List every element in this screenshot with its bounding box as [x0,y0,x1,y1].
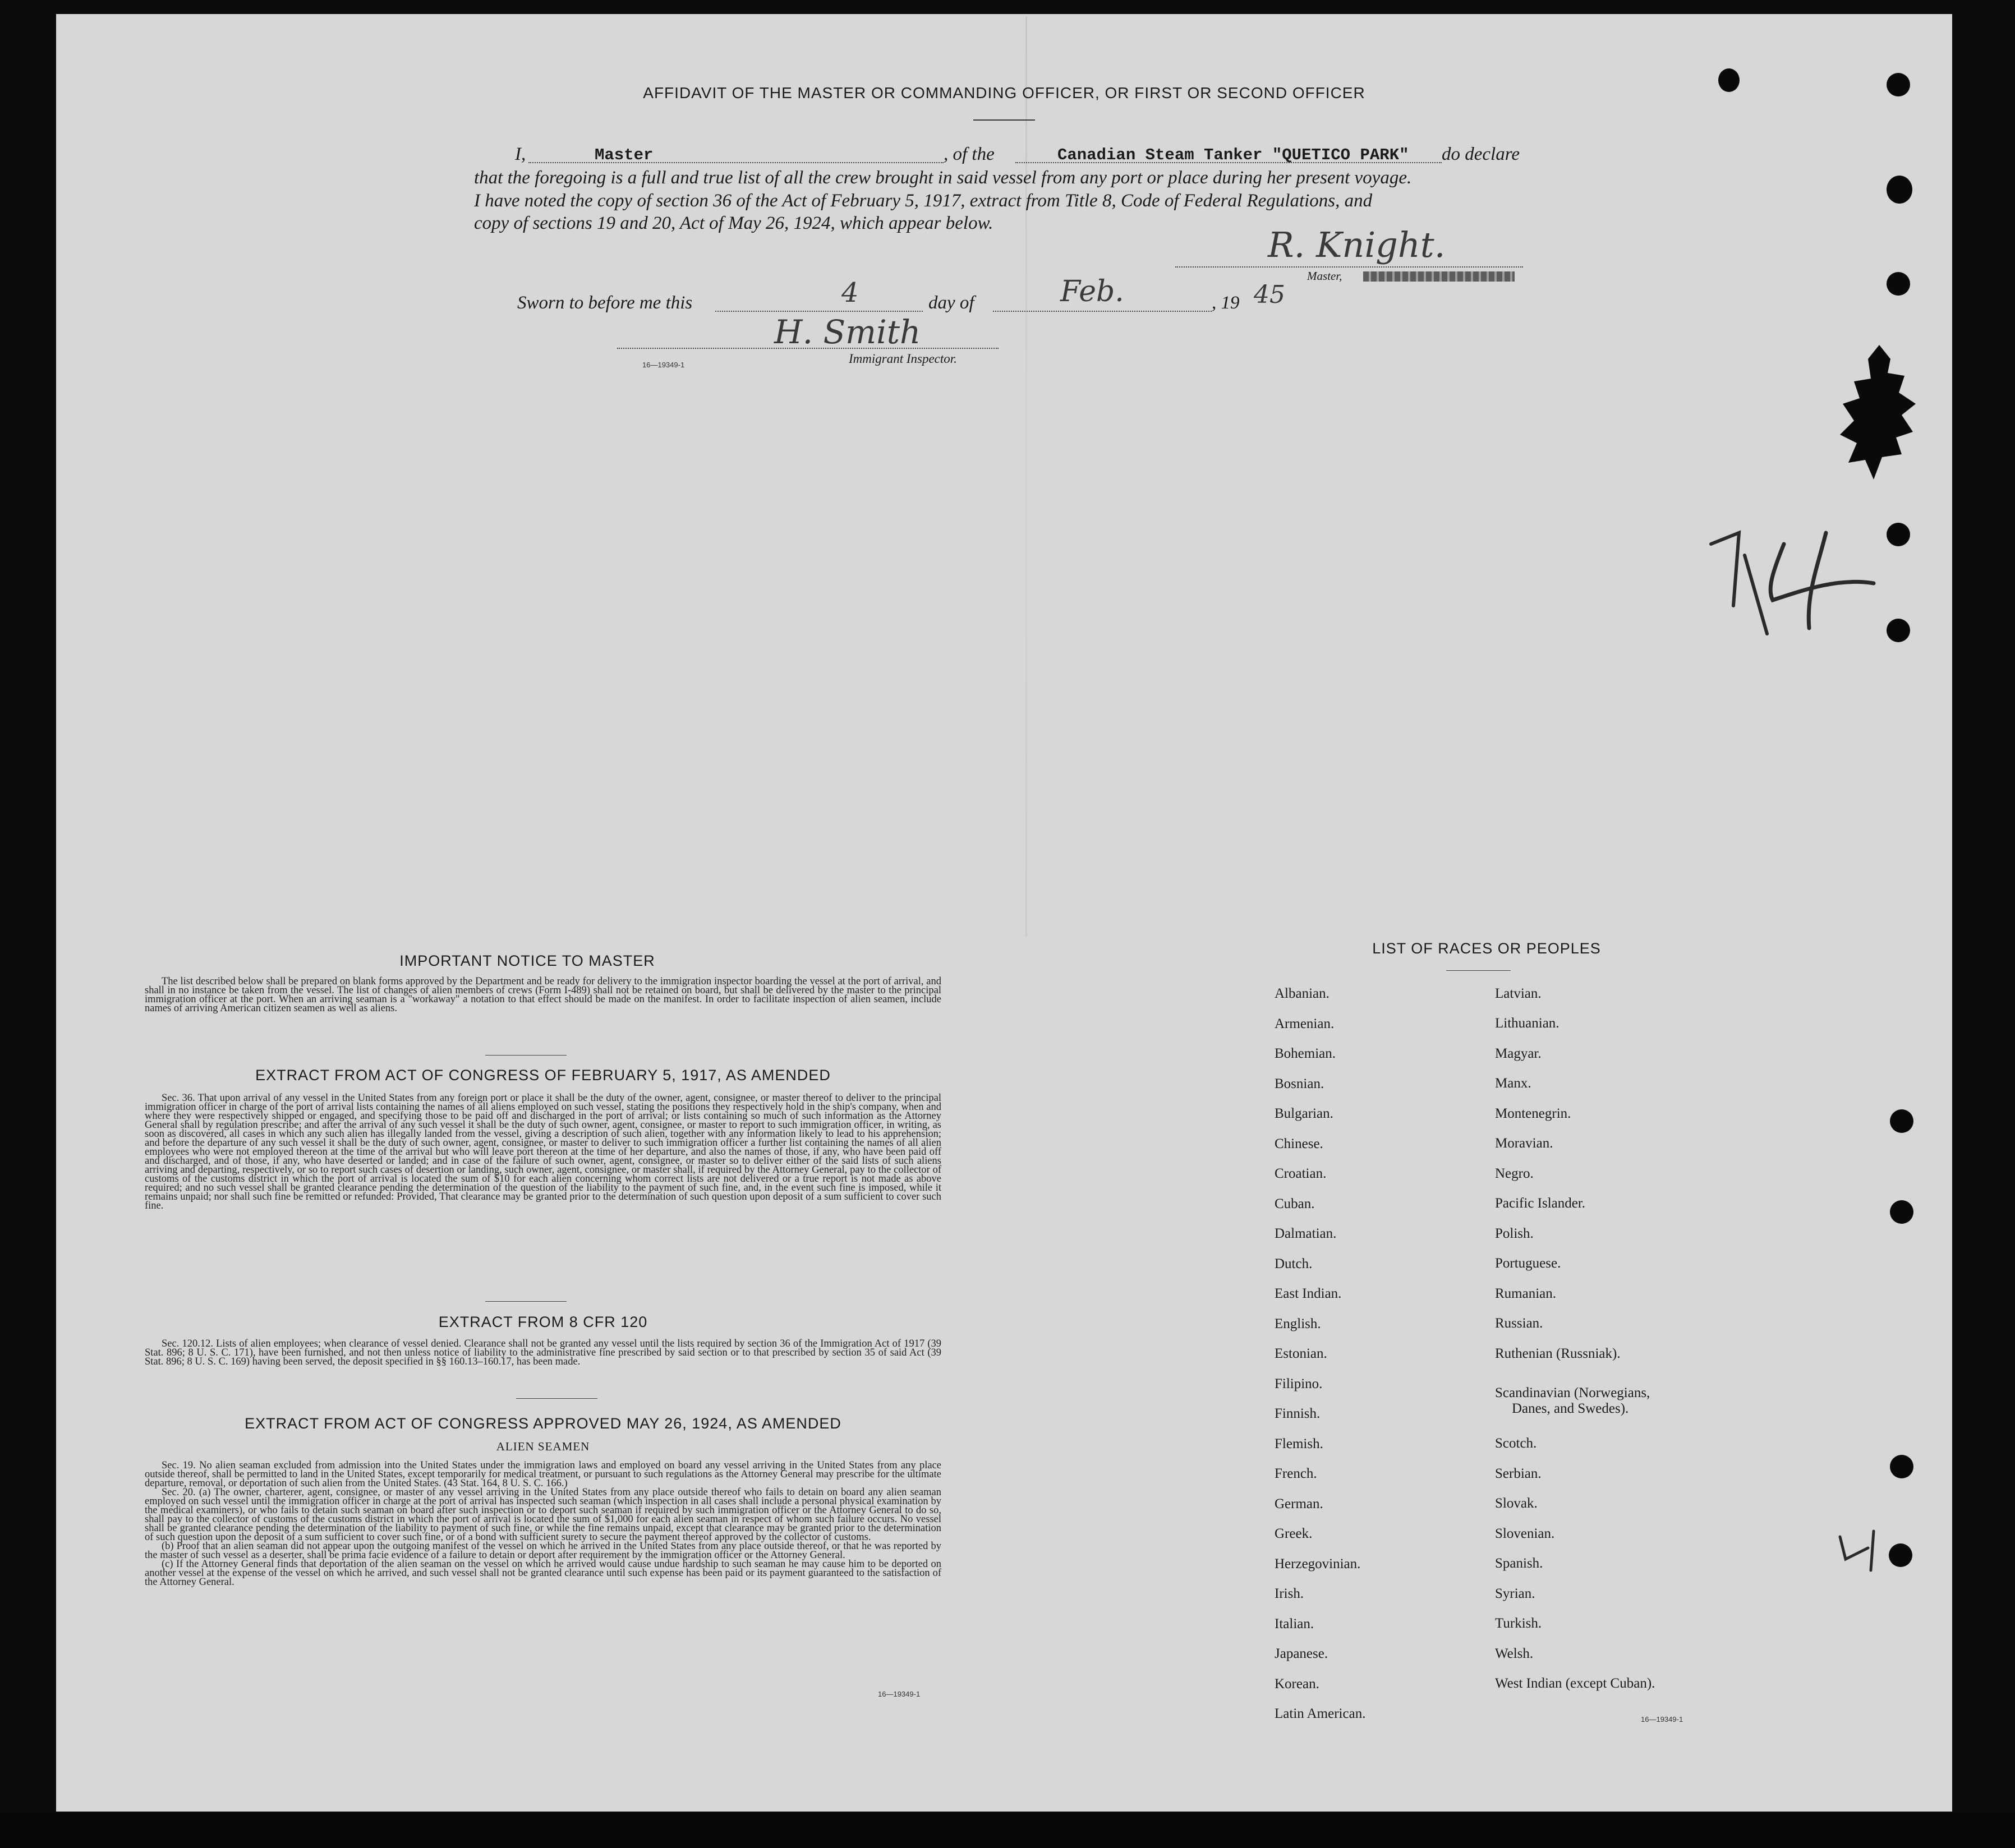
race-item: Bulgarian. [1275,1106,1333,1121]
label-i: I, [515,144,526,164]
race-item: East Indian. [1275,1286,1342,1301]
races-rule [1446,970,1511,971]
race-item: Scandinavian (Norwegians, [1495,1385,1650,1400]
race-item: Syrian. [1495,1586,1535,1601]
race-item: Herzegovinian. [1275,1556,1361,1572]
binder-hole [1890,1109,1913,1133]
extract1-title: EXTRACT FROM ACT OF CONGRESS OF FEBRUARY 5, 1917, AS AMENDED [255,1067,831,1084]
binder-hole [1890,1455,1913,1478]
race-item: Turkish. [1495,1616,1542,1631]
race-item: Slovak. [1495,1496,1538,1511]
race-item: Russian. [1495,1316,1543,1331]
race-item: Pacific Islander. [1495,1196,1586,1211]
race-item: Serbian. [1495,1466,1542,1481]
title-rule [973,119,1035,121]
pen-mark [1834,1526,1907,1576]
notice-title: IMPORTANT NOTICE TO MASTER [399,952,655,969]
binder-hole [1718,68,1740,92]
race-item: Flemish. [1275,1436,1323,1451]
race-item: English. [1275,1316,1321,1331]
race-item: Bohemian. [1275,1046,1336,1061]
day-value: 4 [841,277,859,308]
notice-text [145,977,941,1013]
binder-hole [1887,73,1910,96]
race-item: Portuguese. [1495,1256,1561,1271]
race-item: Italian. [1275,1616,1314,1632]
races-title: LIST OF RACES OR PEOPLES [1372,940,1601,957]
day-of-label: day of [928,293,974,313]
race-item: Latin American. [1275,1706,1366,1721]
affidavit-line-2: that the foregoing is a full and true list of all the crew brought in said vessel from any port or place during her present voyage. [474,168,1412,188]
race-item: Estonian. [1275,1346,1327,1361]
extract1-text [145,1094,941,1210]
race-item: Greek. [1275,1526,1313,1541]
binder-hole [1890,1200,1913,1224]
notice-paragraph: The list described below shall be prepared on blank forms approved by the Department and be ready for delivery to the immigration inspector boarding the vessel at the port of arrival, and shall in no instance be taken from the vessel. The list of changes of alien members of crews (Form I-489) shall not be retained on board, but shall be delivered by the master to the principal immigration officer at the port. When an arriving seaman is a "workaway" a notation to that effect should be made on the manifest. In order to facilitate inspection of alien seamen, include names of arriving American citizen seamen as well as aliens. [145,976,941,1014]
race-item: Albanian. [1275,986,1329,1001]
race-item: Danes, and Swedes). [1512,1401,1629,1416]
extract3-text [145,1461,941,1587]
extract1-paragraph: Sec. 36. That upon arrival of any vessel in the United States from any foreign port or place it shall be the duty of the owner, agent, consignee, or master thereof to deliver to the principal immigration officer in charge of the port of arrival lists containing the names of all aliens employed on such vessel, stating the positions they respectively hold in the ship's company, when and where they were respectively shipped or engaged, and specifying those to be paid off and discharged in the port of arrival; or lists containing so much of such information as the Attorney General shall by regulation prescribe; and after the arrival of any such vessel it shall be the duty of such owner, agent, consignee, or master to report to such immigration officer, in writing, as soon as discovered, all cases in which any such alien has illegally landed from the vessel, giving a description of such alien, together with any information likely to lead to his apprehension; and before the departure of any such vessel it shall be the duty of such owner, agent, consignee, or master to deliver to such immigration officer a further list containing the names of all alien employees who were not employed thereon at the time of the arrival but who will leave port thereon at the time of her departure, and also the names of those, if any, who have been paid off and discharged, and of those, if any, who have deserted or landed; and in case of the failure of such owner, agent, consignee, or master so to deliver either of the said lists of such aliens arriving and departing, respectively, or so to report such cases of desertion or landing, such owner, agent, consignee, or master shall, if required by the Attorney General, pay to the collector of customs of the customs district in which the port of arrival is located the sum of $10 for each alien concerning whom correct lists are not delivered or a true report is not made as above required; and no such vessel shall be granted clearance pending the determination of the question of the liability to the payment of such fine, and, in the event such fine is imposed, while it remains unpaid; nor shall such fine be remitted or refunded: Provided, That clearance may be granted prior to the determination of such question upon deposit of a sum sufficient to cover such fine. [145,1093,941,1211]
race-item: French. [1275,1466,1317,1481]
race-item: Armenian. [1275,1016,1335,1031]
race-item: Irish. [1275,1586,1304,1601]
struck-out-title [1363,271,1515,282]
race-item: Latvian. [1495,986,1542,1001]
divider [485,1301,567,1302]
label-of-the: , of the [944,144,995,164]
race-item: Negro. [1495,1166,1534,1181]
extract2-title: EXTRACT FROM 8 CFR 120 [438,1314,648,1330]
form-number-left: 16—19349-1 [878,1690,921,1698]
affidavit-line-4: copy of sections 19 and 20, Act of May 26, 1924, which appear below. [474,213,993,233]
race-item: Manx. [1495,1076,1531,1091]
race-item: Croatian. [1275,1166,1327,1181]
scan-border [0,1813,2015,1848]
month-fill-line [993,311,1212,312]
extract3-paragraph: Sec. 20. (a) The owner, charterer, agent, consignee, or master of any vessel arriving in the United States from any place outside thereof who fails to detain on board any alien seaman employed on such vessel until the immigration officer in charge at the port of arrival has inspected such seaman (which inspection in all cases shall include a personal physical examination by the medical examiners), or who fails to detain such seaman on board after such inspection or to deport such seaman if required by such immigration officer or the Attorney General to do so, shall pay to the collector of customs of the customs district in which the port of arrival is located the sum of $1,000 for each alien seaman in respect of whom such failure occurs. No vessel shall be granted clearance pending the determination of the liability to payment of such fine, or while the fine remains unpaid, except that clearance may be granted prior to the determination of such question upon the deposit of a sum sufficient to cover such fine, or of a bond with sufficient surety to secure the payment thereof approved by the collector of customs. [145,1487,941,1543]
race-item: Filipino. [1275,1376,1323,1391]
inspector-label: Immigrant Inspector. [849,352,957,366]
extract3-paragraph: (b) Proof that an alien seaman did not appear upon the outgoing manifest of the vessel on which he arrived in the United States from any place outside thereof, or that he was reported by the master of such vessel as a deserter, shall be prima facie evidence of a failure to detain or deport after requirement by the immigration officer or the Attorney General. [145,1541,941,1561]
race-item: German. [1275,1496,1323,1511]
sworn-label: Sworn to before me this [517,293,693,313]
race-item: Korean. [1275,1676,1319,1692]
race-item: Dutch. [1275,1256,1313,1271]
label-do-declare: do declare [1442,144,1520,164]
form-number-top: 16—19349-1 [642,361,685,369]
binder-hole [1887,176,1912,204]
affidavit-line-1 [0,143,2015,168]
race-item: Finnish. [1275,1406,1321,1421]
affidavit-line-3: I have noted the copy of section 36 of the Act of February 5, 1917, extract from Title 8, Code of Federal Regulations, and [474,191,1373,211]
race-item: Scotch. [1495,1436,1537,1451]
race-item: Chinese. [1275,1136,1323,1151]
signature-line [1175,266,1523,268]
ink-blot [1834,342,1919,482]
race-item: Spanish. [1495,1556,1543,1571]
race-item: Moravian. [1495,1136,1553,1151]
month-value: Feb. [1060,275,1124,308]
race-item: Japanese. [1275,1646,1328,1661]
extract3-paragraph: Sec. 19. No alien seaman excluded from admission into the United States under the immigration laws and employed on board any vessel arriving in the United States from any place outside thereof, shall be permitted to land in the United States, except temporarily for medical treatment, or pursuant to such regulations as the Attorney General may prescribe for the ultimate departure, removal, or deportation of such alien from the United States. (43 Stat. 164, 8 U. S. C. 166.) [145,1460,941,1489]
race-item: Dalmatian. [1275,1226,1337,1241]
race-item: Cuban. [1275,1196,1315,1211]
extract2-paragraph: Sec. 120.12. Lists of alien employees; when clearance of vessel denied. Clearance shall not be granted any vessel until the lists required by section 36 of the Immigration Act of 1917 (39 Stat. 896; 8 U. S. C. 171), have been furnished, and not then unless notice of liability to the administrative fine prescribed by said section or to that prescribed by section 35 of said Act (39 Stat. 896; 8 U. S. C. 169) having been served, the deposit specified in §§ 160.13–160.17, has been made. [145,1338,941,1367]
race-item: Montenegrin. [1495,1106,1571,1121]
officer-value: Master [595,146,654,164]
divider [485,1055,567,1056]
extract3-paragraph: (c) If the Attorney General finds that deportation of the alien seaman on the vessel on which he arrived would cause undue hardship to such seaman he may cause him to be deported on another vessel at the expense of the vessel on which he arrived, and such vessel shall not be granted clearance until such expense has been paid or its payment guaranteed to the satisfaction of the Attorney General. [145,1559,941,1588]
race-item: Magyar. [1495,1046,1542,1061]
year-value: 45 [1254,280,1285,309]
race-item: Bosnian. [1275,1076,1324,1091]
race-item: Ruthenian (Russniak). [1495,1346,1621,1361]
officer-fill-line [528,162,944,163]
race-item: West Indian (except Cuban). [1495,1676,1655,1691]
form-number-right: 16—19349-1 [1641,1715,1683,1723]
race-item: Slovenian. [1495,1526,1555,1541]
inspector-signature: H. Smith [774,313,921,351]
race-item: Welsh. [1495,1646,1534,1661]
race-item: Lithuanian. [1495,1016,1559,1031]
day-fill-line [715,311,923,312]
race-item: Polish. [1495,1226,1534,1241]
year-prefix: , 19 [1212,293,1240,313]
master-signature: R. Knight. [1268,224,1446,265]
extract2-text [145,1339,941,1366]
master-label: Master, [1307,269,1342,283]
race-item: Rumanian. [1495,1286,1557,1301]
divider [516,1398,597,1399]
affidavit-title: AFFIDAVIT OF THE MASTER OR COMMANDING OFFICER, OR FIRST OR SECOND OFFICER [643,84,1365,102]
extract3-title: EXTRACT FROM ACT OF CONGRESS APPROVED MAY 26, 1924, AS AMENDED [245,1415,841,1432]
margin-handwritten-mark [1705,522,1890,651]
vessel-value: Canadian Steam Tanker "QUETICO PARK" [1057,146,1409,164]
inspector-line [617,348,999,349]
extract3-subtitle: ALIEN SEAMEN [496,1440,590,1453]
